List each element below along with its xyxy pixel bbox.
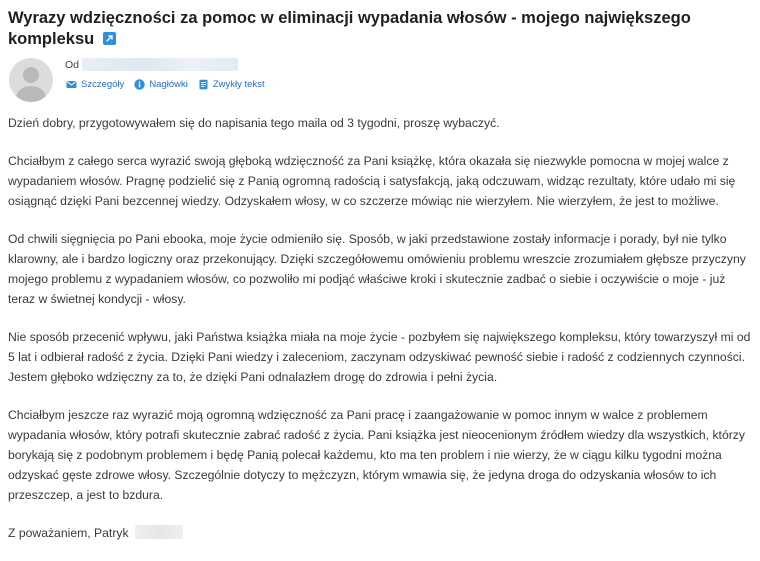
from-label: Od xyxy=(65,59,80,71)
external-link-icon[interactable] xyxy=(103,32,116,45)
details-label: Szczegóły xyxy=(81,79,125,90)
message-body xyxy=(8,113,753,561)
message-actions xyxy=(66,79,265,90)
message-paragraph: Nie sposób przecenić wpływu, jaki Państwa książka miała na moje życie - pozbyłem się największego kompleksu, który towarzyszył mi od 5 lat i odbierał radość z życia. Dzięki Pani wiedzy i zaleceniom, zaczynam odzyskiwać pewność siebie i radość z codziennych czynności. Jestem głęboko wdzięczny za to, że dzięki Pani odnalazłem drogę do zdrowia i pełni życia. xyxy=(8,330,751,384)
sender-avatar xyxy=(9,58,53,102)
details-button[interactable] xyxy=(66,79,124,90)
signature-line xyxy=(8,523,753,543)
envelope-icon xyxy=(66,79,77,90)
surname-redacted xyxy=(135,525,183,539)
message-paragraph: Od chwili sięgnięcia po Pani ebooka, moje życie odmieniło się. Sposób, w jaki przedstawione zostały informacje i porady, był nie tylko klarowny, ale i bardzo logiczny oraz przekonujący. Dzięki szczegółowemu omówieniu problemu wreszcie zrozumiałem głębsze przyczyny mojego problemu z wypadaniem włosów, co pozwoliło mi podjąć właściwe kroki i skutecznie zadbać o siebie i oczywiście o moje - już teraz w świetnej kondycji - włosy. xyxy=(8,232,746,306)
signature: Z poważaniem, Patryk xyxy=(8,526,129,540)
info-icon xyxy=(134,79,145,90)
subject-text: Wyrazy wdzięczności za pomoc w eliminacji wypadania włosów - mojego największego kompleksu xyxy=(8,9,691,48)
document-icon xyxy=(198,79,209,90)
email-subject xyxy=(8,8,748,50)
message-paragraph: Chciałbym z całego serca wyrazić swoją głęboką wdzięczność za Pani książkę, która okazała się niezwykle pomocna w mojej walce z wypadaniem włosów. Pragnę podzielić się z Panią ogromną radością i satysfakcją, jaką odczuwam, widząc rezultaty, które udało mi się osiągnąć dzięki Pani bezcennej wiedzy. Odzyskałem włosy, w co szczerze mówiąc nie wierzyłem. Nie wierzyłem, że jest to możliwe. xyxy=(8,154,736,208)
headers-label: Nagłówki xyxy=(149,79,188,90)
sender-address-redacted xyxy=(82,58,238,71)
message-paragraph: Dzień dobry, przygotowywałem się do napisania tego maila od 3 tygodni, proszę wybaczyć. xyxy=(8,116,500,130)
plain-text-label: Zwykły tekst xyxy=(212,79,265,90)
message-paragraph: Chciałbym jeszcze raz wyrazić moją ogromną wdzięczność za Pani pracę i zaangażowanie w pomoc innym w walce z problemem wypadania włosów, który potrafi skutecznie zabrać radość z życia. Pani książka jest nieocenionym źródłem wiedzy dla wszystkich, którzy borykają się z podobnym problemem i będę Panią polecał każdemu, kto ma ten problem i nie wierzy, że w ciągu kilku tygodni można odzyskać gęste zdrowe włosy. Szczególnie dotyczy to mężczyzn, którym wmawia się, że jedyna droga do odzyskania włosów to ich przeszczep, a jest to bzdura. xyxy=(8,408,745,502)
plain-text-button[interactable] xyxy=(198,79,265,90)
headers-button[interactable] xyxy=(134,79,188,90)
